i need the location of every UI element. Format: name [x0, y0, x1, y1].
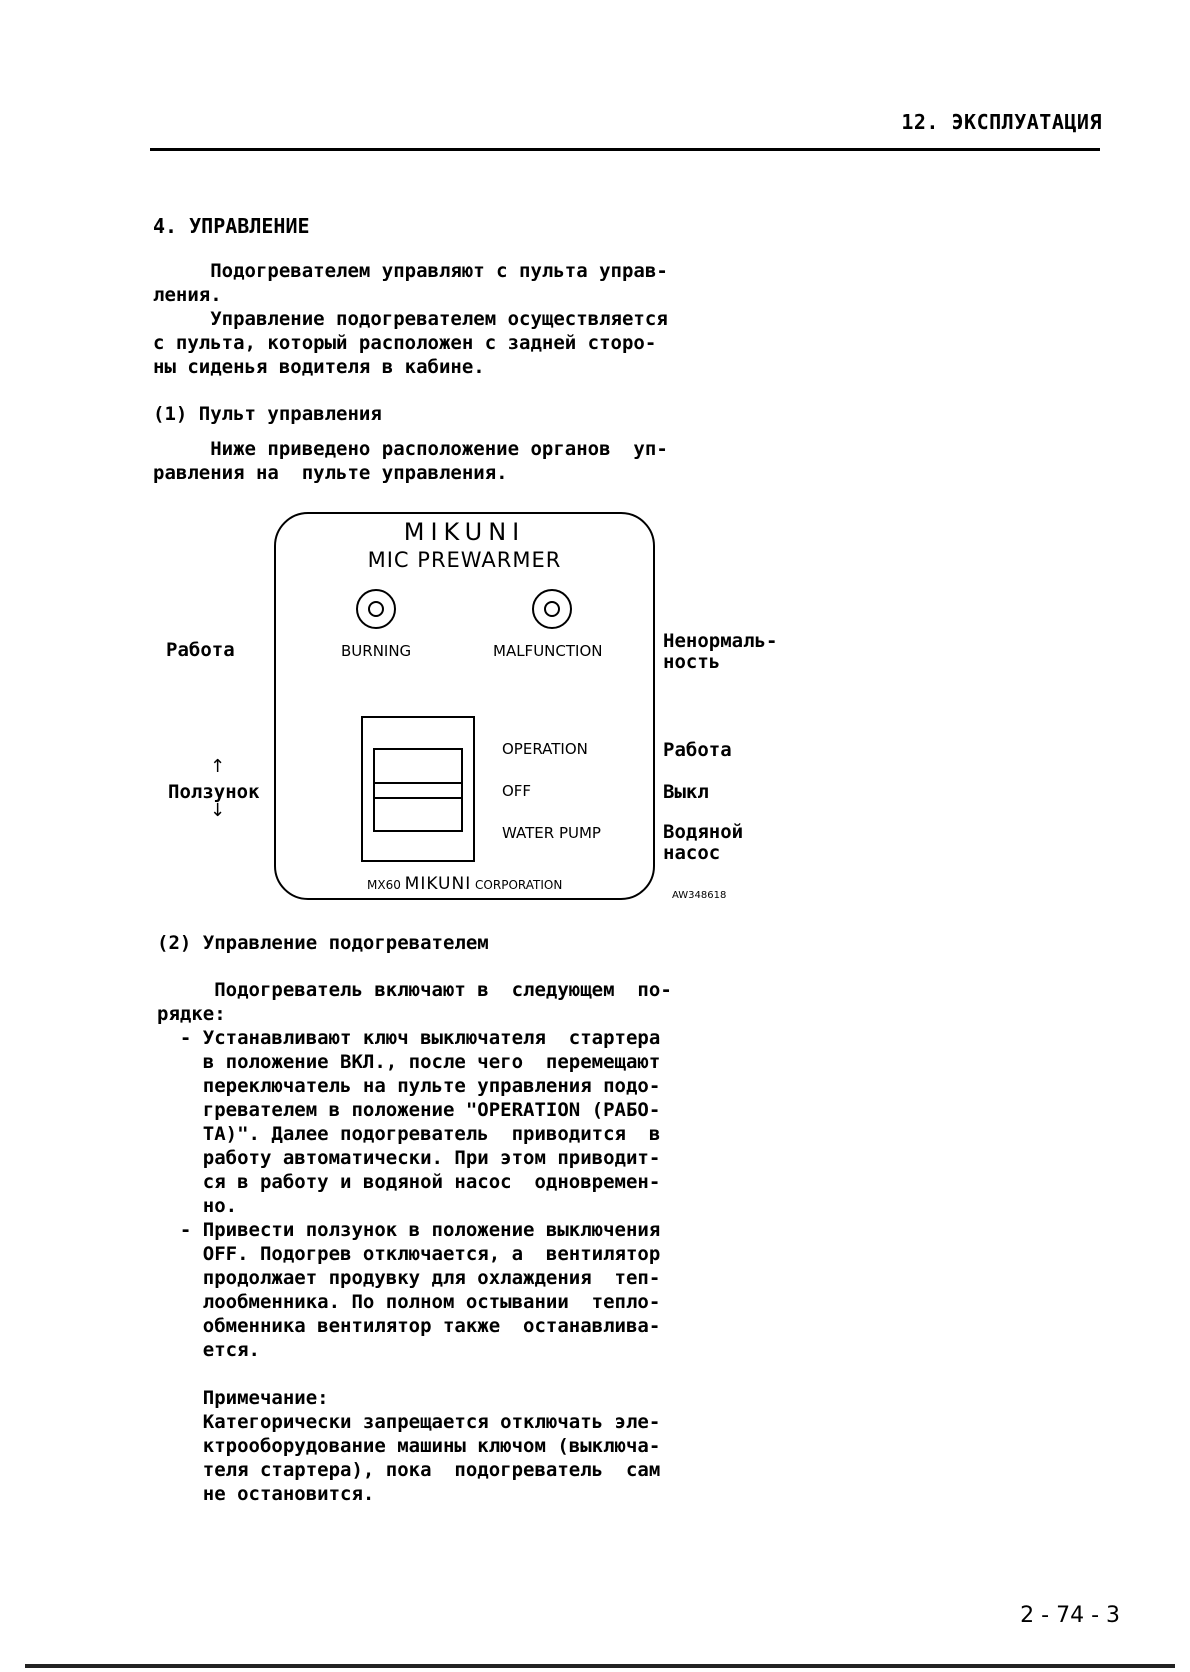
- arrow-down-icon: ↓: [210, 800, 226, 821]
- footer-brand: MIKUNI: [404, 874, 472, 894]
- label-work-right: Работа: [663, 739, 732, 761]
- intro-paragraph: Подогревателем управляют с пульта управ- ления. Управление подогревателем осуществляется с пульта, который расположен с задней сторо- ны сиденья водителя в кабине.: [153, 260, 668, 378]
- bottom-divider: [25, 1664, 1175, 1668]
- label-slider: Ползунок: [168, 781, 260, 803]
- panel-footer: [367, 874, 562, 894]
- control-panel-description: Ниже приведено расположение органов уп- равления на пульте управления.: [153, 438, 668, 484]
- panel-brand: MIKUNI: [403, 518, 526, 546]
- heater-control-instructions: Подогреватель включают в следующем по- рядке: - Устанавливают ключ выключателя стартера в положение ВКЛ., после чего перемещают переключатель на пульте управления подо- гревателем в положение "OPERATION (РАБО- ТА)". Далее подогреватель приводится в работу автоматически. При этом приводит- ся в работу и водяной насос одновремен- но. - Привести ползунок в положение выключения OFF. Подогрев отключается, а вентилятор продолжает продувку для охлаждения теп- лообменника. По полном остывании тепло- обменника вентилятор также останавлива- ется. Примечание: Категорически запрещается отключать эле- ктрооборудование машины ключом (выключа- теля стартера), пока подогреватель сам не остановится.: [157, 979, 672, 1505]
- label-water-pump-right: Водяной насос: [663, 821, 744, 864]
- position-off: OFF: [502, 782, 532, 800]
- footer-corporation: CORPORATION: [475, 878, 563, 892]
- arrow-up-icon: ↑: [210, 756, 226, 777]
- slider-switch-knob: [373, 748, 463, 832]
- page-number: 2 - 74 - 3: [1020, 1603, 1120, 1628]
- burning-label: BURNING: [341, 642, 412, 660]
- malfunction-lamp-icon: [532, 589, 572, 629]
- slider-line: [373, 797, 463, 799]
- slider-line: [373, 782, 463, 784]
- footer-model: MX60: [367, 878, 401, 892]
- header-divider: [150, 148, 1100, 151]
- section-title: 4. УПРАВЛЕНИЕ: [153, 214, 310, 238]
- chapter-title: 12. ЭКСПЛУАТАЦИЯ: [901, 110, 1102, 134]
- subsection-title-control-panel: (1) Пульт управления: [153, 403, 382, 425]
- burning-lamp-icon: [356, 589, 396, 629]
- malfunction-label: MALFUNCTION: [493, 642, 603, 660]
- label-malfunction-right: Ненормаль- ность: [663, 630, 778, 673]
- label-off-right: Выкл: [663, 781, 709, 803]
- subsection-title-heater-control: (2) Управление подогревателем: [157, 932, 489, 954]
- position-operation: OPERATION: [502, 740, 588, 758]
- panel-model: MIC PREWARMER: [367, 548, 562, 572]
- figure-code: AW348618: [672, 890, 727, 901]
- position-water-pump: WATER PUMP: [502, 824, 601, 842]
- label-work-left: Работа: [166, 639, 235, 661]
